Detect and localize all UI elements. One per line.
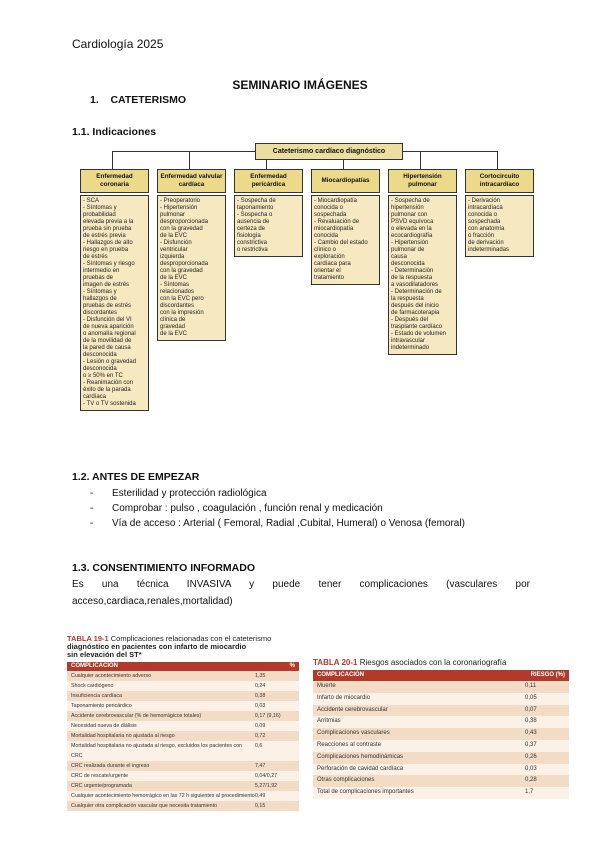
table-row: [67, 671, 299, 681]
column-heading: Cortocircuito intracardíaco: [465, 169, 534, 193]
table-cell-complication: Complicaciones vasculares: [317, 730, 390, 737]
column-item-line: con la gravedad: [160, 268, 203, 274]
column-item-line: o anomalía regional: [83, 331, 136, 337]
column-item-line: con la gravedad: [160, 226, 203, 232]
table-cell-value: 0,6: [255, 743, 263, 749]
table-cell-value: 0,07: [525, 706, 537, 713]
column-item-line: - Síntomas y: [83, 205, 117, 211]
section-1-heading: [90, 94, 186, 106]
column-item-line: a vasodilatadores: [391, 282, 439, 288]
table-cell-complication: Infarto de miocardio: [317, 694, 371, 701]
column-item-line: discordantes: [83, 310, 118, 316]
table-cell-value: 0,11: [525, 683, 537, 689]
table-cell-value: 0,09: [255, 723, 266, 729]
column-item-line: - Lesión o gravedad: [83, 359, 137, 365]
bullet-item: - Vía de acceso : Arterial ( Femoral, Radial ,Cubital, Humeral) o Venosa (femoral): [90, 518, 465, 529]
table-row: [67, 801, 299, 811]
column-heading: Enfermedad pericárdica: [234, 169, 303, 193]
consent-paragraph: [72, 576, 530, 610]
column-item-line: clínica de: [160, 317, 186, 323]
column-item-line: con la EVC pero: [160, 296, 204, 302]
column-item-line: con anatomía: [468, 226, 505, 232]
table-row: [313, 764, 569, 776]
section-1-label: CATETERISMO: [110, 94, 187, 106]
bullet-text: Comprobar : pulso , coagulación , función renal y medicación: [112, 503, 383, 514]
table-cell-value: 0,04/0,27: [255, 773, 278, 779]
section-1-1-heading: 1.1. Indicaciones: [72, 126, 157, 138]
diagram-connector: [189, 151, 190, 169]
column-item-line: - Sospecha de: [237, 198, 276, 204]
table-cell-complication: CRC urgente/programada: [71, 783, 132, 789]
diagram-connector: [420, 151, 421, 169]
diagram-column-pericardial: [234, 169, 303, 257]
table-cell-value: 0,03: [525, 765, 537, 772]
table-row: [313, 752, 569, 764]
column-item-line: de estrés: [83, 254, 108, 260]
column-item-line: miocardiopatía: [314, 226, 354, 232]
column-item-line: desproporcionada: [160, 219, 209, 225]
diagram-connector: [497, 151, 498, 169]
column-item-line: de derivación: [468, 240, 504, 246]
bullet-item: - Esterilidad y protección radiológica: [90, 488, 267, 499]
diagram-column-pulmonary-hypertension: [388, 169, 457, 355]
table-cell-complication: Insuficiencia cardíaca: [71, 693, 122, 699]
column-item-line: desconocida: [391, 261, 425, 267]
column-item-line: constrictiva: [237, 240, 268, 246]
table-row: [313, 775, 569, 787]
column-item-line: - Después del: [391, 317, 429, 323]
column-items: [311, 195, 380, 285]
column-item-line: de farmacoterapia: [391, 310, 440, 316]
column-item-line: pruebas de estrés: [83, 303, 132, 309]
table-row: [67, 771, 299, 781]
column-item-line: después del inicio: [391, 303, 439, 309]
column-item-line: pulmonar con: [391, 212, 428, 218]
column-item-line: desconocida: [83, 352, 117, 358]
indications-diagram: [80, 140, 527, 442]
column-item-line: - Disfunción: [160, 240, 192, 246]
bullet-item: - Comprobar : pulso , coagulación , función renal y medicación: [90, 503, 383, 514]
caption-text: sin elevación del ST*: [67, 650, 142, 659]
table-row: [67, 741, 299, 761]
table-cell-complication: CRC realizada durante el ingreso: [71, 763, 150, 769]
column-item-line: o fracción: [468, 233, 495, 239]
table-label: TABLA 20-1: [313, 658, 358, 667]
column-item-line: o elevada en la: [391, 226, 432, 232]
page-header: Cardiología 2025: [72, 37, 164, 51]
column-item-line: de estrés previa: [83, 233, 126, 239]
column-item-line: - Derivación: [468, 198, 501, 204]
table-cell-complication: Complicaciones hemodinámicas: [317, 753, 404, 760]
table-row: [313, 705, 569, 717]
column-heading: Enfermedad valvular cardíaca: [157, 169, 226, 193]
column-item-line: o ≥ 50% en TC: [83, 373, 123, 379]
column-item-line: o restrictiva: [237, 247, 268, 253]
column-item-line: tratamiento: [314, 275, 345, 281]
table-row: [313, 740, 569, 752]
table-cell-value: 0,37: [525, 741, 537, 748]
column-item-line: conocida o: [314, 205, 344, 211]
column-item-line: - SCA: [83, 198, 100, 204]
table-cell-value: 0,05: [525, 694, 537, 701]
column-item-line: sospechada: [314, 212, 347, 218]
diagram-column-valvular: [157, 169, 226, 341]
table-cell-value: 5,27/1,92: [255, 783, 278, 789]
table-cell-complication: Reacciones al contraste: [317, 741, 382, 748]
column-item-line: elevada previa a la: [83, 219, 134, 225]
column-item-line: - Hipertensión: [391, 240, 429, 246]
diagram-column-shunt: [465, 169, 534, 257]
table-cell-value: 1,7: [525, 789, 534, 796]
table-row: [67, 711, 299, 721]
column-item-line: - Estado de volumen: [391, 331, 447, 337]
table-row: [67, 691, 299, 701]
column-item-line: intravascular: [391, 338, 426, 344]
column-item-line: intermedio en: [83, 268, 120, 274]
table-row: [313, 728, 569, 740]
column-item-line: de la EVC: [160, 233, 188, 239]
column-item-line: - Revaluación de: [314, 219, 360, 225]
column-item-line: hallazgos de: [83, 296, 117, 302]
table-row: [313, 681, 569, 693]
column-item-line: pulmonar de: [391, 247, 425, 253]
column-item-line: gravedad: [160, 324, 186, 330]
column-item-line: indeterminadas: [468, 247, 510, 253]
column-item-line: la respuesta: [391, 296, 424, 302]
table-row: [67, 701, 299, 711]
table-row: [67, 681, 299, 691]
column-item-line: conocida: [314, 233, 339, 239]
table-row: [67, 761, 299, 771]
column-item-line: - Miocardiopatía: [314, 198, 358, 204]
table-cell-complication: Accidente cerebrovascular (% de hemorrágicos totales): [71, 713, 202, 719]
table-cell-complication: Muerte: [317, 683, 336, 689]
column-item-line: causa: [391, 254, 408, 260]
column-header: %: [289, 663, 295, 669]
table-cell-value: 0,49: [255, 793, 266, 799]
diagram-title: Cateterismo cardíaco diagnóstico: [255, 143, 403, 160]
table-label: TABLA 19-1: [67, 634, 109, 643]
table-row: [67, 721, 299, 731]
table-cell-value: 0,17 (9,16): [255, 713, 281, 719]
column-item-line: cardíaca: [83, 394, 107, 400]
column-item-line: sospechada: [468, 219, 501, 225]
table-cell-complication: Perforación de cavidad cardíaca: [317, 765, 404, 772]
diagram-column-cardiomyopathies: [311, 169, 380, 285]
column-item-line: - Sospecha de: [391, 198, 430, 204]
table-row: [313, 716, 569, 728]
table-caption: [313, 658, 569, 667]
column-item-line: de la EVC: [160, 275, 188, 281]
table-body: [313, 681, 569, 799]
column-item-line: éxito de la parada: [83, 387, 131, 393]
table-caption: [67, 635, 299, 659]
paragraph-line: Es una técnica INVASIVA y puede tener complicaciones (vasculares por: [72, 579, 530, 590]
paragraph-line: acceso,cardiaca,renales,mortalidad): [72, 596, 233, 607]
column-heading: Enfermedad coronaria: [80, 169, 149, 193]
table-cell-complication: Necesidad nueva de diálisis: [71, 723, 137, 729]
table-19-1: [67, 635, 299, 811]
column-item-line: desconocida: [83, 366, 117, 372]
column-item-line: - Preoperatorio: [160, 198, 201, 204]
column-header: COMPLICACIÓN: [317, 672, 364, 678]
caption-text: Riesgos asociados con la coronariografía: [359, 658, 507, 667]
table-header: [313, 670, 569, 681]
column-items: [80, 195, 149, 411]
table-cell-value: 0,28: [525, 777, 537, 784]
column-item-line: exploración: [314, 254, 345, 260]
table-cell-complication: Mortalidad hospitalaria no ajustada al riesgo, excluidos los pacientes con CRC: [71, 743, 243, 759]
table-20-1: [313, 658, 569, 799]
table-cell-complication: Cualquier otra complicación vascular que necesita tratamiento: [71, 803, 218, 809]
column-item-line: clínico o: [314, 247, 337, 253]
table-row: [67, 781, 299, 791]
column-item-line: - Sospecha o: [237, 212, 273, 218]
column-item-line: - TV o TV sostenida: [83, 401, 136, 407]
bullet-text: Esterilidad y protección radiológica: [112, 488, 267, 499]
table-cell-complication: CRC de rescate/urgente: [71, 773, 129, 779]
table-cell-value: 0,03: [255, 703, 266, 709]
column-header: RIESGO (%): [530, 672, 565, 678]
caption-text: diagnóstico en pacientes con infarto de miocardio: [67, 642, 247, 651]
column-item-line: - Síntomas y riesgo: [83, 261, 135, 267]
page-title: SEMINARIO IMÁGENES: [232, 78, 368, 92]
table-header: [67, 662, 299, 671]
column-item-line: de la movilidad de: [83, 338, 132, 344]
section-1-number: 1.: [90, 94, 99, 106]
column-item-line: cardíaca para: [314, 261, 351, 267]
column-item-line: fisiología: [237, 233, 261, 239]
table-cell-value: 0,38: [525, 718, 537, 725]
column-item-line: - Síntomas y: [83, 289, 117, 295]
table-cell-complication: Arritmias: [317, 718, 341, 725]
column-item-line: de la EVC: [160, 331, 188, 337]
column-item-line: de nueva aparición: [83, 324, 134, 330]
column-item-line: con la impresión: [160, 310, 204, 316]
column-item-line: conocida o: [468, 212, 498, 218]
column-item-line: PSVD equívoca: [391, 219, 434, 225]
section-1-2-heading: 1.2. ANTES DE EMPEZAR: [72, 471, 200, 483]
table-body: [67, 671, 299, 811]
column-items: [388, 195, 457, 355]
column-item-line: de la respuesta: [391, 275, 433, 281]
table-cell-complication: Mortalidad hospitalaria no ajustada al riesgo: [71, 733, 175, 739]
column-items: [465, 195, 534, 257]
column-item-line: - Reanimación con: [83, 380, 134, 386]
column-item-line: la pared de causa: [83, 345, 131, 351]
table-cell-complication: Shock cardiógeno: [71, 683, 114, 689]
column-item-line: pruebas de: [83, 275, 114, 281]
column-item-line: - Disfunción del VI: [83, 317, 132, 323]
table-cell-complication: Accidente cerebrovascular: [317, 706, 388, 713]
table-row: [313, 693, 569, 705]
bullet-text: Vía de acceso : Arterial ( Femoral, Radial ,Cubital, Humeral) o Venosa (femoral): [112, 518, 465, 529]
column-item-line: intracardíaca: [468, 205, 503, 211]
table-cell-value: 7,47: [255, 763, 266, 769]
column-item-line: izquierda: [160, 254, 185, 260]
table-cell-value: 0,38: [255, 693, 266, 699]
table-cell-complication: Total de complicaciones importantes: [317, 789, 414, 796]
diagram-connector: [112, 151, 113, 169]
column-item-line: indeterminado: [391, 345, 430, 351]
column-item-line: relacionados: [160, 289, 195, 295]
column-item-line: orientar el: [314, 268, 341, 274]
column-item-line: - Determinación de: [391, 289, 442, 295]
column-heading: Miocardiopatías: [311, 169, 380, 193]
column-item-line: - Determinación: [391, 268, 434, 274]
table-cell-value: 0,26: [525, 753, 537, 760]
column-item-line: discordantes: [160, 303, 195, 309]
table-cell-value: 1,35: [255, 673, 266, 679]
column-item-line: hipertensión: [391, 205, 424, 211]
column-item-line: - Cambio del estado: [314, 240, 368, 246]
column-item-line: trasplante cardíaco: [391, 324, 443, 330]
column-header: COMPLICACIÓN: [71, 663, 118, 669]
column-item-line: ventricular: [160, 247, 188, 253]
column-item-line: ausencia de: [237, 219, 270, 225]
table-cell-complication: Taponamiento pericárdico: [71, 703, 132, 709]
column-item-line: prueba sin prueba: [83, 226, 132, 232]
column-item-line: pulmonar: [160, 212, 186, 218]
section-1-3-heading: 1.3. CONSENTIMIENTO INFORMADO: [72, 562, 255, 574]
column-item-line: - Hipertensión: [160, 205, 198, 211]
table-row: [67, 731, 299, 741]
table-row: [313, 787, 569, 799]
column-item-line: riesgo en prueba: [83, 247, 129, 253]
column-items: [157, 195, 226, 341]
table-cell-value: 0,43: [525, 730, 537, 737]
column-item-line: imagen de estrés: [83, 282, 130, 288]
column-item-line: ecocardiografía: [391, 233, 433, 239]
table-cell-value: 0,15: [255, 803, 266, 809]
column-item-line: - Síntomas: [160, 282, 190, 288]
table-cell-complication: Otras complicaciones: [317, 777, 375, 784]
table-cell-value: 0,72: [255, 733, 266, 739]
column-item-line: desproporcionada: [160, 261, 209, 267]
column-item-line: certeza de: [237, 226, 266, 232]
table-row: [67, 791, 299, 801]
column-heading: Hipertensión pulmonar: [388, 169, 457, 193]
column-item-line: taponamiento: [237, 205, 274, 211]
table-cell-complication: Cualquier acontecimiento hemorrágico en las 72 h siguientes al procedimiento: [71, 793, 255, 799]
column-item-line: probabilidad: [83, 212, 116, 218]
diagram-column-coronary: [80, 169, 149, 411]
column-item-line: - Hallazgos de alto: [83, 240, 133, 246]
column-items: [234, 195, 303, 257]
caption-text: Complicaciones relacionadas con el cateterismo: [110, 634, 272, 643]
table-cell-complication: Cualquier acontecimiento adverso: [71, 673, 152, 679]
table-cell-value: 0,24: [255, 683, 266, 689]
